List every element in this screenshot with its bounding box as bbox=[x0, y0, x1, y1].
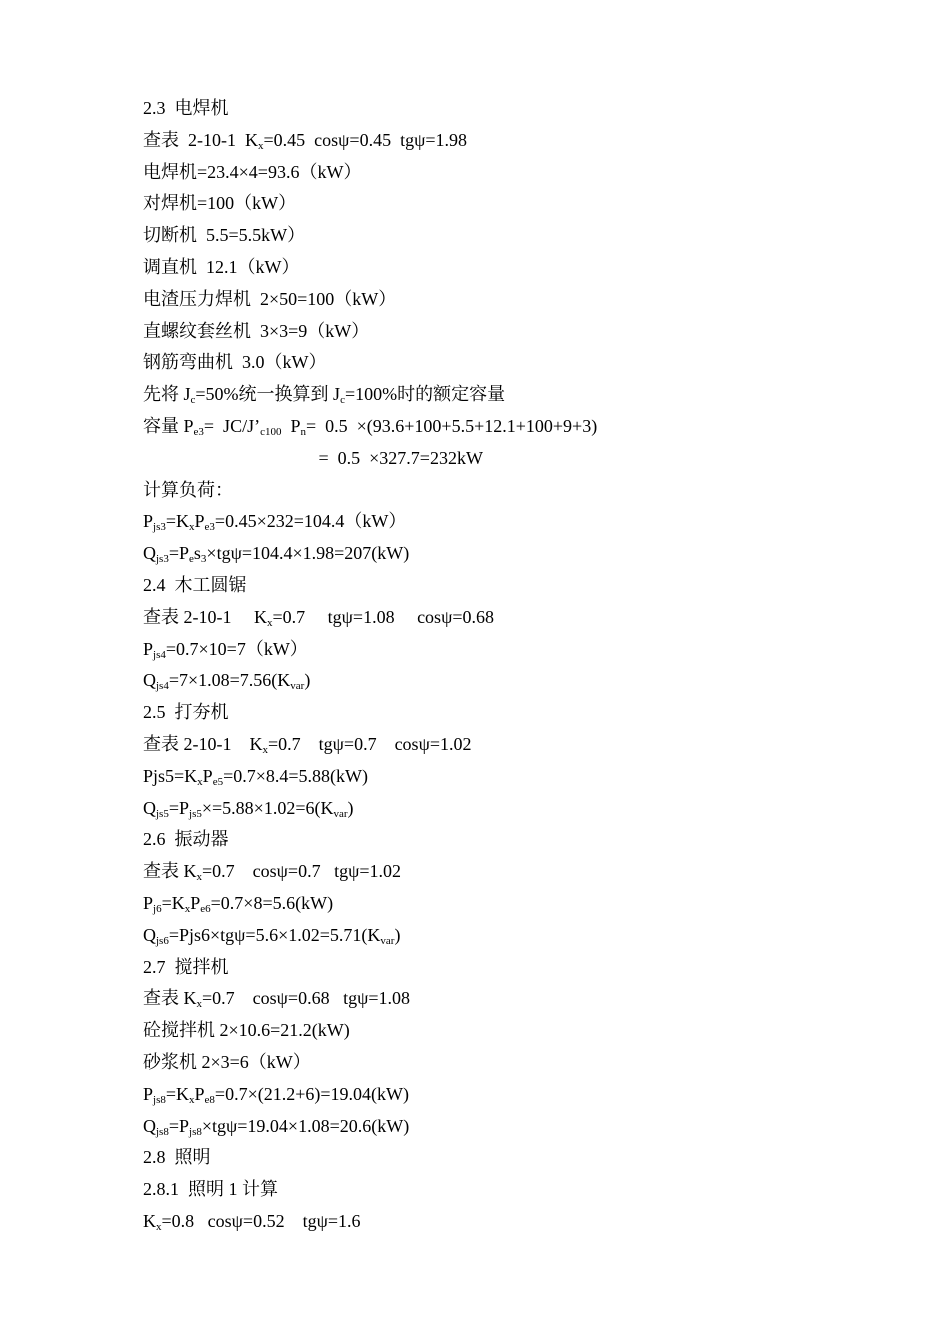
line-text: 先将 J bbox=[143, 384, 191, 405]
line-text: 切断机 5.5=5.5kW） bbox=[143, 225, 306, 246]
line-text: 对焊机=100（kW） bbox=[143, 193, 297, 214]
line-text: =P bbox=[168, 1115, 190, 1136]
text-line bbox=[143, 220, 863, 252]
subscript-text: e3 bbox=[193, 425, 204, 438]
text-line bbox=[143, 188, 863, 220]
line-text: =0.7×8=5.6(kW) bbox=[210, 892, 334, 913]
line-text: =0.7 cosψ=0.68 tgψ=1.08 bbox=[202, 988, 410, 1009]
line-text: =P bbox=[168, 543, 190, 564]
subscript-text: x bbox=[258, 139, 264, 152]
line-text: =0.7×8.4=5.88(kW) bbox=[223, 765, 369, 786]
line-text: P bbox=[190, 892, 201, 913]
text-line bbox=[143, 1079, 863, 1111]
text-line bbox=[143, 1206, 863, 1238]
line-text: K bbox=[143, 1210, 156, 1231]
line-text: =P bbox=[168, 797, 190, 818]
subscript-text: js6 bbox=[156, 934, 169, 947]
subscript-text: e8 bbox=[204, 1093, 215, 1106]
text-line bbox=[143, 379, 863, 411]
subscript-text: x bbox=[196, 998, 202, 1011]
line-text: 砂浆机 2×3=6（kW） bbox=[143, 1051, 311, 1072]
subscript-text: c bbox=[190, 394, 196, 407]
line-text: P bbox=[143, 892, 154, 913]
line-text: Q bbox=[143, 797, 156, 818]
line-text: 2.3 电焊机 bbox=[143, 98, 229, 118]
line-text: =0.7 tgψ=0.7 cosψ=1.02 bbox=[268, 733, 472, 754]
line-text: =Pjs6×tgψ=5.6×1.02=5.71(K bbox=[168, 924, 381, 945]
text-line bbox=[143, 952, 863, 984]
subscript-text: x bbox=[184, 902, 191, 915]
text-line bbox=[143, 570, 863, 602]
subscript-text: js4 bbox=[156, 680, 169, 693]
text-line bbox=[143, 157, 863, 189]
text-line bbox=[143, 602, 863, 634]
subscript-text: e5 bbox=[212, 775, 224, 788]
subscript-text: x bbox=[189, 1093, 195, 1106]
text-line bbox=[143, 506, 863, 538]
subscript-text: c100 bbox=[260, 425, 282, 438]
document-body bbox=[143, 93, 863, 1238]
line-text: Q bbox=[143, 1115, 156, 1136]
line-text: P bbox=[143, 511, 154, 532]
line-text: 查表 K bbox=[143, 861, 197, 882]
text-line bbox=[143, 316, 863, 348]
line-text: 直螺纹套丝机 3×3=9（kW） bbox=[143, 320, 370, 341]
line-text: ×tgψ=19.04×1.08=20.6(kW) bbox=[201, 1115, 410, 1136]
text-line bbox=[143, 761, 863, 793]
line-text: Pjs5=K bbox=[143, 765, 198, 786]
text-line bbox=[143, 347, 863, 379]
subscript-text: e bbox=[189, 553, 194, 566]
line-text: = 0.5 ×(93.6+100+5.5+12.1+100+9+3) bbox=[305, 415, 598, 436]
subscript-text: x bbox=[189, 521, 195, 534]
line-text: ) bbox=[394, 924, 401, 945]
line-text: =7×1.08=7.56(K bbox=[168, 670, 291, 691]
subscript-text: n bbox=[300, 425, 306, 438]
line-text: 砼搅拌机 2×10.6=21.2(kW) bbox=[143, 1020, 350, 1041]
line-text: P bbox=[143, 638, 154, 659]
subscript-text: js8 bbox=[189, 1125, 202, 1138]
text-line bbox=[143, 475, 863, 507]
subscript-text: x bbox=[156, 1220, 162, 1233]
line-text: 2.8.1 照明 1 计算 bbox=[143, 1179, 278, 1200]
line-text: ×tgψ=104.4×1.98=207(kW) bbox=[206, 543, 410, 564]
line-text: Q bbox=[143, 924, 156, 945]
line-text: 2.5 打夯机 bbox=[143, 702, 229, 723]
line-text: =0.7 cosψ=0.7 tgψ=1.02 bbox=[202, 861, 401, 882]
subscript-text: js4 bbox=[153, 648, 166, 661]
text-line bbox=[143, 983, 863, 1015]
line-text: 调直机 12.1（kW） bbox=[143, 256, 300, 277]
text-line bbox=[143, 665, 863, 697]
text-line bbox=[143, 793, 863, 825]
line-text: ) bbox=[304, 670, 311, 691]
line-text: 2.8 照明 bbox=[143, 1147, 211, 1168]
text-line bbox=[143, 252, 863, 284]
line-text: s bbox=[193, 543, 201, 564]
line-text: =0.45×232=104.4（kW） bbox=[214, 511, 407, 532]
text-line bbox=[143, 93, 863, 125]
line-text: =0.7×(21.2+6)=19.04(kW) bbox=[214, 1083, 409, 1104]
text-line bbox=[143, 1142, 863, 1174]
subscript-text: x bbox=[267, 616, 273, 629]
line-text: =0.7 tgψ=1.08 cosψ=0.68 bbox=[272, 606, 494, 627]
text-line bbox=[143, 824, 863, 856]
subscript-text: js8 bbox=[156, 1125, 169, 1138]
line-text: P bbox=[202, 765, 213, 786]
line-text: 电渣压力焊机 2×50=100（kW） bbox=[143, 288, 397, 309]
text-line bbox=[143, 697, 863, 729]
text-line bbox=[143, 411, 863, 443]
text-line bbox=[143, 1015, 863, 1047]
line-text: =K bbox=[165, 511, 190, 532]
line-text: =0.7×10=7（kW） bbox=[165, 638, 308, 659]
line-text: =50%统一换算到 J bbox=[195, 384, 341, 405]
subscript-text: c bbox=[340, 394, 345, 407]
subscript-text: js5 bbox=[156, 807, 169, 820]
subscript-text: var bbox=[290, 680, 305, 693]
line-text: 查表 K bbox=[143, 988, 197, 1009]
subscript-text: js3 bbox=[156, 553, 169, 566]
line-text: = 0.5 ×327.7=232kW bbox=[143, 447, 483, 468]
line-text: =0.45 cosψ=0.45 tgψ=1.98 bbox=[263, 129, 467, 150]
line-text: 计算负荷： bbox=[143, 479, 233, 500]
line-text: Q bbox=[143, 543, 156, 564]
line-text: =K bbox=[161, 892, 185, 913]
subscript-text: var bbox=[333, 807, 348, 820]
line-text: =100%时的额定容量 bbox=[344, 384, 506, 405]
text-line bbox=[143, 856, 863, 888]
line-text: 钢筋弯曲机 3.0（kW） bbox=[143, 352, 327, 373]
line-text: =0.8 cosψ=0.52 tgψ=1.6 bbox=[161, 1210, 361, 1231]
subscript-text: e3 bbox=[204, 521, 215, 534]
subscript-text: js8 bbox=[153, 1093, 166, 1106]
subscript-text: js5 bbox=[189, 807, 202, 820]
text-line bbox=[143, 443, 863, 475]
line-text: 2.6 振动器 bbox=[143, 829, 229, 850]
subscript-text: js3 bbox=[153, 521, 166, 534]
text-line bbox=[143, 920, 863, 952]
line-text: P bbox=[194, 1083, 205, 1104]
subscript-text: e6 bbox=[200, 902, 211, 915]
line-text: 查表 2-10-1 K bbox=[143, 733, 263, 754]
line-text: 电焊机=23.4×4=93.6（kW） bbox=[143, 161, 362, 182]
subscript-text: x bbox=[197, 775, 203, 788]
text-line bbox=[143, 1047, 863, 1079]
line-text: 容量 P bbox=[143, 415, 194, 436]
line-text: = JC/J’ bbox=[203, 415, 261, 436]
line-text: Q bbox=[143, 670, 156, 691]
subscript-text: j6 bbox=[153, 902, 162, 915]
line-text: 2.7 搅拌机 bbox=[143, 956, 229, 977]
line-text: ) bbox=[347, 797, 354, 818]
line-text: P bbox=[143, 1083, 154, 1104]
subscript-text: var bbox=[380, 934, 395, 947]
line-text: ×=5.88×1.02=6(K bbox=[201, 797, 334, 818]
subscript-text: x bbox=[196, 871, 202, 884]
subscript-text: x bbox=[262, 743, 268, 756]
text-line bbox=[143, 729, 863, 761]
line-text: P bbox=[194, 511, 205, 532]
text-line bbox=[143, 125, 863, 157]
line-text: 2.4 木工圆锯 bbox=[143, 574, 247, 595]
text-line bbox=[143, 1111, 863, 1143]
text-line bbox=[143, 284, 863, 316]
text-line bbox=[143, 1174, 863, 1206]
text-line bbox=[143, 888, 863, 920]
text-line bbox=[143, 634, 863, 666]
subscript-text: 3 bbox=[200, 553, 207, 566]
line-text: 查表 2-10-1 K bbox=[143, 129, 258, 150]
text-line bbox=[143, 538, 863, 570]
line-text: 查表 2-10-1 K bbox=[143, 606, 267, 627]
line-text: =K bbox=[165, 1083, 190, 1104]
line-text: P bbox=[281, 415, 301, 436]
